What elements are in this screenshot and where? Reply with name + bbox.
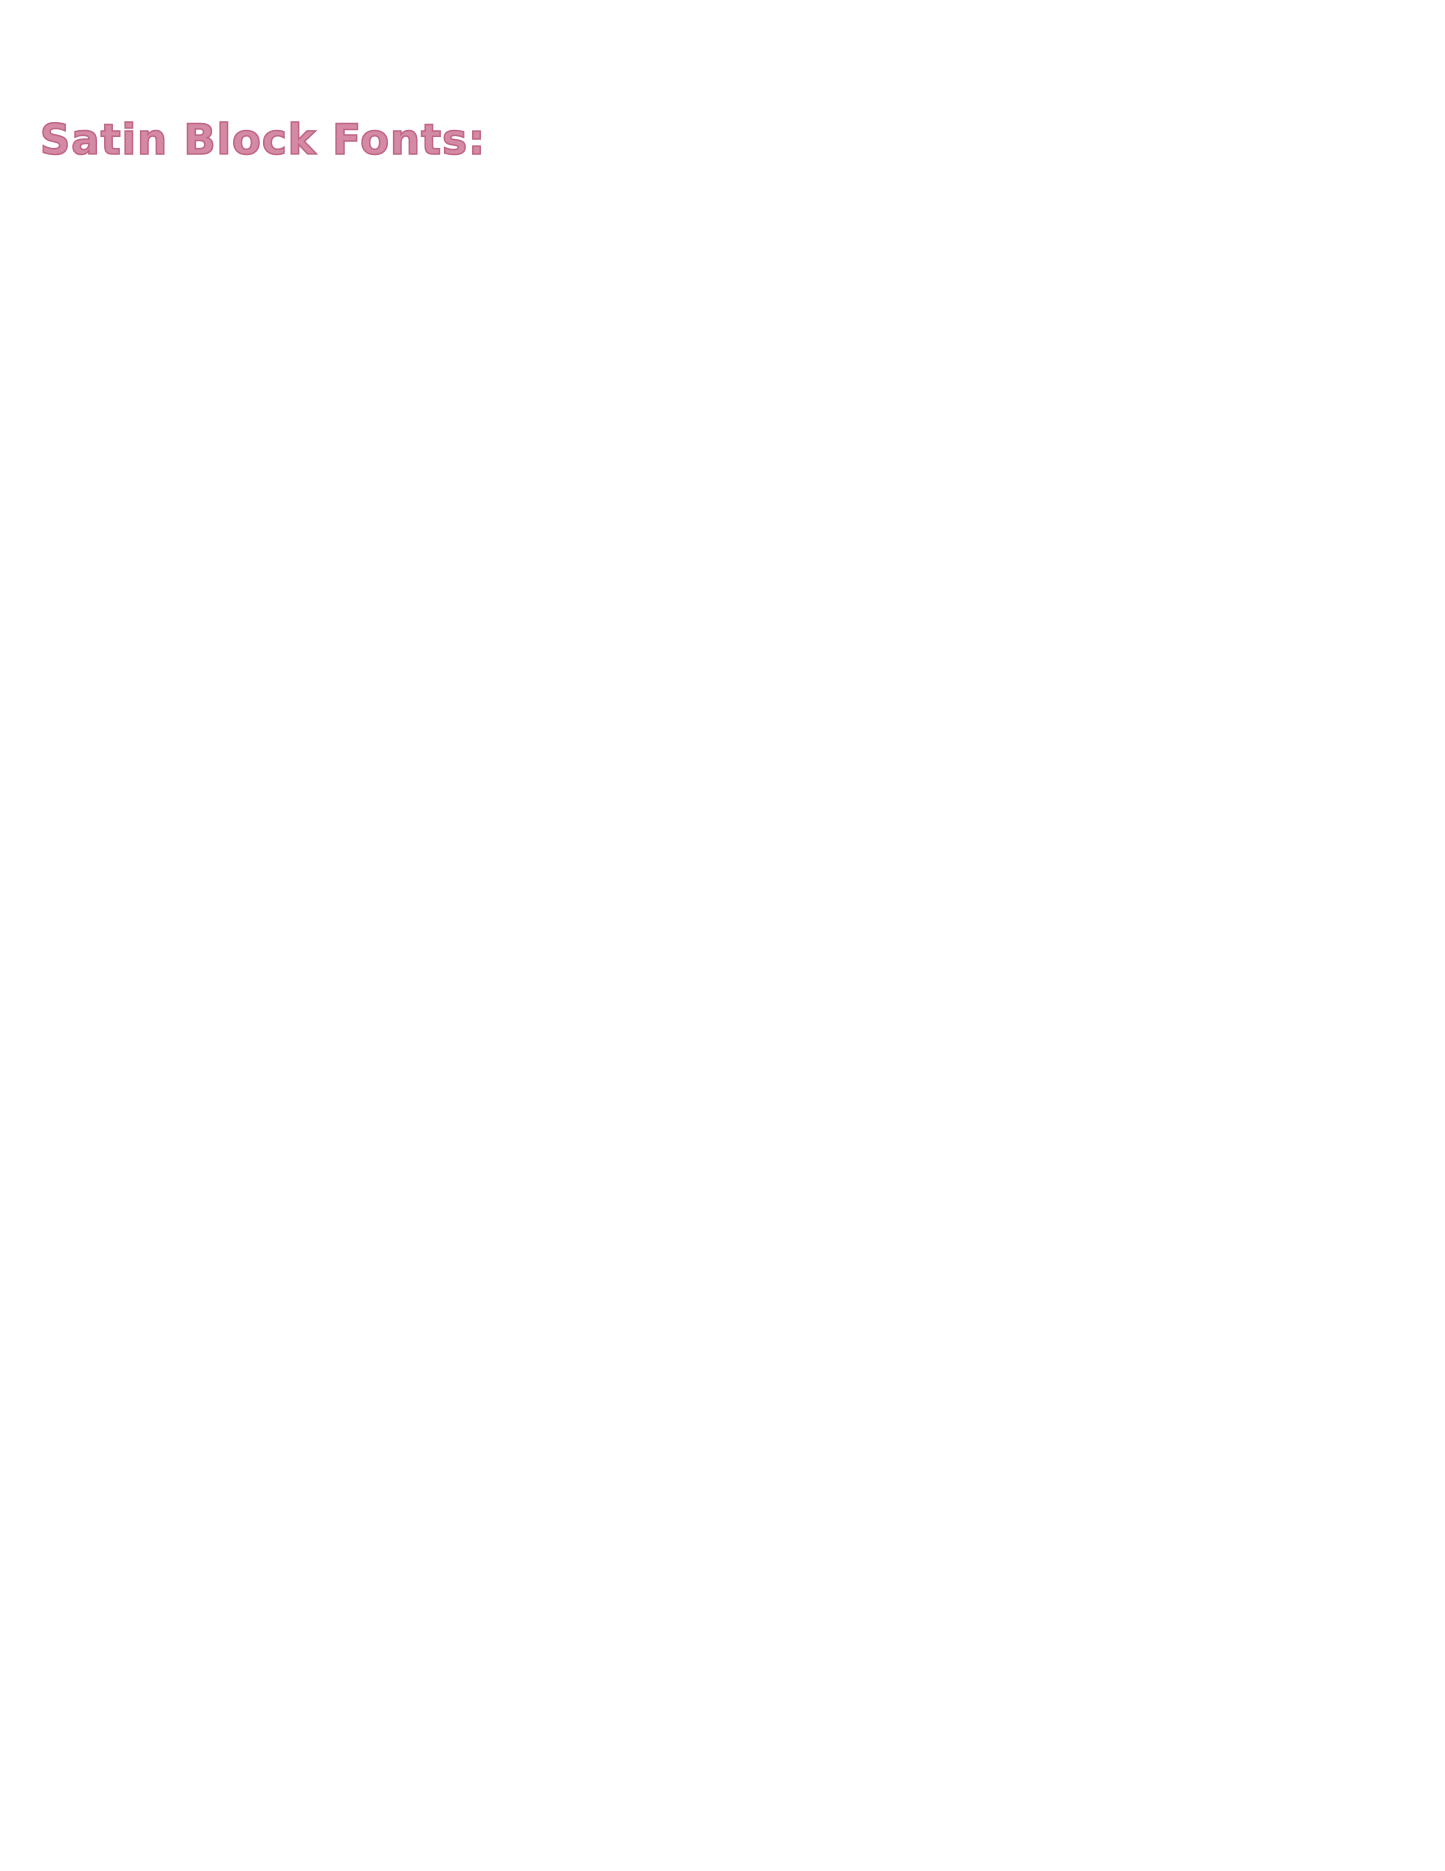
page-title: Satin Block Fonts: <box>40 115 486 164</box>
